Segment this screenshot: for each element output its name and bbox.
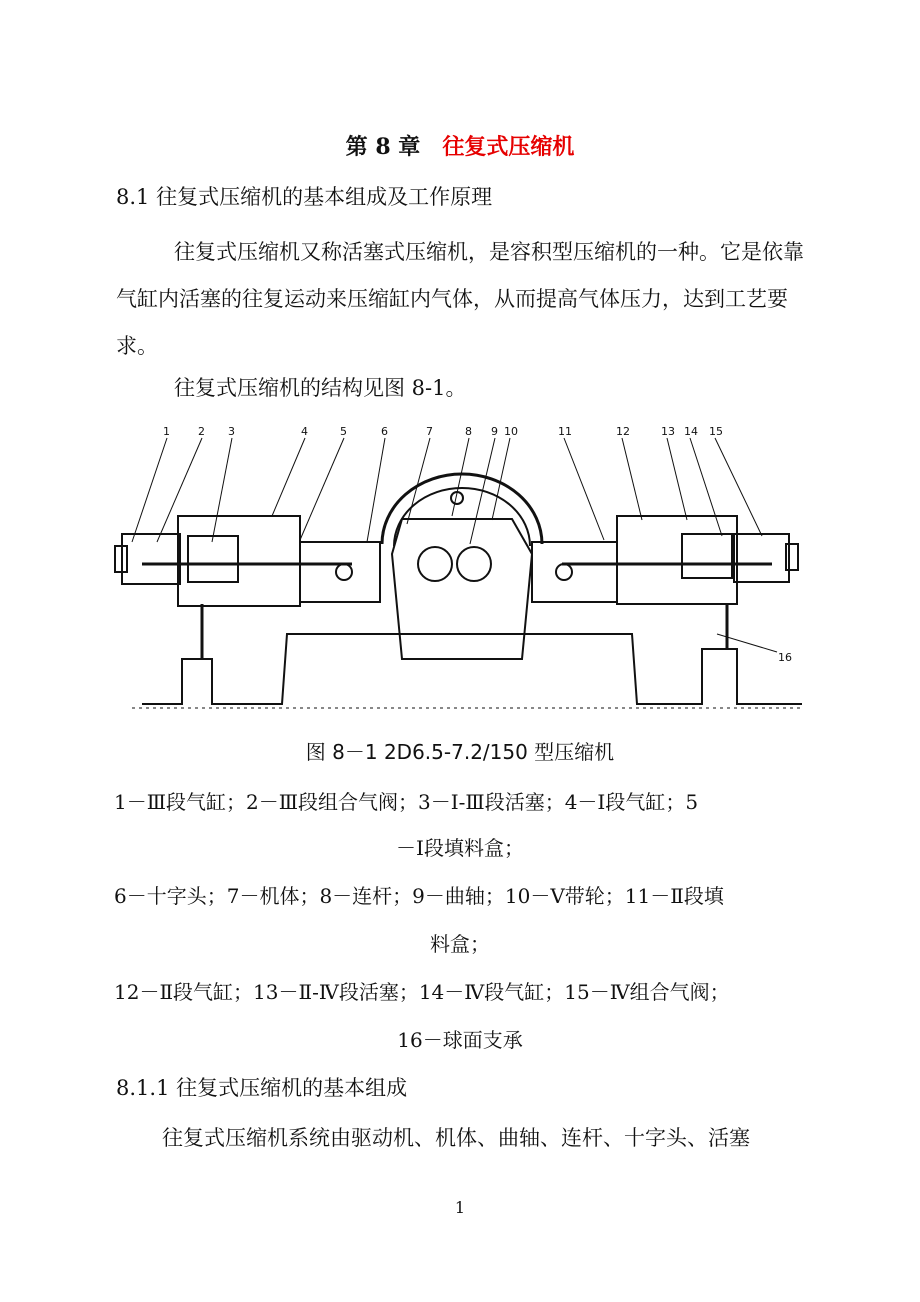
- part-label-3: 3: [228, 425, 235, 438]
- part-label-6: 6: [381, 425, 388, 438]
- legend-line-1-cont: －Ⅰ段填料盒；: [396, 836, 524, 860]
- part-label-16: 16: [778, 651, 792, 664]
- part-label-11: 11: [558, 425, 572, 438]
- part-label-12: 12: [616, 425, 630, 438]
- paragraph-figure-ref: 往复式压缩机的结构见图 8-1。: [174, 376, 467, 400]
- part-label-5: 5: [340, 425, 347, 438]
- part-label-15: 15: [709, 425, 723, 438]
- paragraph-components: 往复式压缩机系统由驱动机、机体、曲轴、连杆、十字头、活塞: [162, 1126, 750, 1150]
- part-label-4: 4: [301, 425, 308, 438]
- part-label-9: 9: [491, 425, 498, 438]
- legend-line-3-cont: 16－球面支承: [397, 1028, 523, 1052]
- part-label-13: 13: [661, 425, 675, 438]
- page-number: 1: [454, 1198, 466, 1217]
- legend-line-2-cont: 料盒；: [430, 932, 490, 956]
- part-label-10: 10: [504, 425, 518, 438]
- chapter-title: [0, 133, 920, 161]
- chapter-name: 往复式压缩机: [442, 134, 575, 160]
- section-heading-8-1: 8.1 往复式压缩机的基本组成及工作原理: [116, 185, 493, 209]
- compressor-diagram: [112, 424, 812, 720]
- section-heading-8-1-1: 8.1.1 往复式压缩机的基本组成: [116, 1076, 408, 1100]
- legend-line-1: 1－Ⅲ段气缸；2－Ⅲ段组合气阀；3－Ⅰ-Ⅲ段活塞；4－Ⅰ段气缸；5: [114, 790, 699, 814]
- part-label-7: 7: [426, 425, 433, 438]
- legend-line-2: 6－十字头；7－机体；8－连杆；9－曲轴；10－Ⅴ带轮；11－Ⅱ段填: [114, 884, 724, 908]
- chapter-number: 第 8 章: [345, 134, 421, 160]
- legend-line-3: 12－Ⅱ段气缸；13－Ⅱ-Ⅳ段活塞；14－Ⅳ段气缸；15－Ⅳ组合气阀；: [114, 980, 730, 1004]
- figure-caption: 图 8－1 2D6.5-7.2/150 型压缩机: [305, 740, 615, 764]
- part-label-8: 8: [465, 425, 472, 438]
- part-label-2: 2: [198, 425, 205, 438]
- paragraph-intro: 往复式压缩机又称活塞式压缩机，是容积型压缩机的一种。它是依靠气缸内活塞的往复运动来压缩缸内气体，从而提高气体压力，达到工艺要求。: [116, 240, 804, 358]
- part-label-1: 1: [163, 425, 170, 438]
- part-label-14: 14: [684, 425, 698, 438]
